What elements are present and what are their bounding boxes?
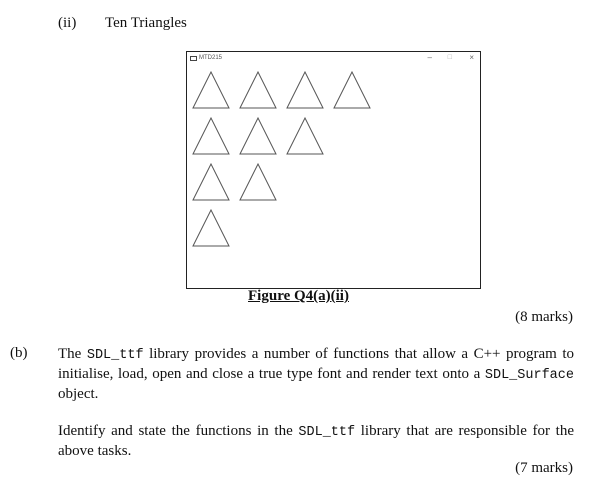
sdl-ttf-code-2: SDL_ttf bbox=[298, 425, 356, 440]
triangle-r4-c1 bbox=[193, 210, 229, 246]
part-b-paragraph-1 bbox=[58, 345, 574, 404]
marks-part-b: (7 marks) bbox=[515, 460, 573, 476]
triangle-r1-c2 bbox=[240, 72, 276, 108]
subquestion-title: Ten Triangles bbox=[105, 15, 187, 31]
p1-text-3: object. bbox=[58, 386, 99, 402]
window-icon bbox=[190, 56, 197, 61]
triangle-r1-c3 bbox=[287, 72, 323, 108]
triangle-r3-c2 bbox=[240, 164, 276, 200]
sdl-surface-code: SDL_Surface bbox=[484, 368, 574, 383]
app-window-screenshot bbox=[186, 51, 481, 289]
maximize-button[interactable]: □ bbox=[447, 54, 452, 61]
triangle-r2-c2 bbox=[240, 118, 276, 154]
window-title: MTD215 bbox=[199, 55, 223, 61]
p2-text-2: library that are responsible for the above tasks. bbox=[58, 423, 574, 459]
window-titlebar bbox=[187, 52, 480, 66]
marks-part-a: (8 marks) bbox=[515, 309, 573, 325]
triangle-r1-c1 bbox=[193, 72, 229, 108]
triangle-r1-c4 bbox=[334, 72, 370, 108]
triangle-r2-c1 bbox=[193, 118, 229, 154]
minimize-button[interactable]: – bbox=[427, 53, 432, 62]
triangle-r2-c3 bbox=[287, 118, 323, 154]
render-canvas bbox=[187, 66, 480, 288]
subquestion-number: (ii) bbox=[58, 15, 77, 31]
p1-text-2: library provides a number of functions that allow a C++ program to initialise, load, open and close a true type font and render text onto a bbox=[58, 346, 574, 382]
part-b-paragraph-2 bbox=[58, 422, 574, 461]
p2-text-1: Identify and state the functions in the bbox=[58, 423, 299, 439]
part-b-label: (b) bbox=[10, 345, 28, 361]
close-button[interactable]: × bbox=[469, 53, 474, 62]
triangle-r3-c1 bbox=[193, 164, 229, 200]
figure-caption: Figure Q4(a)(ii) bbox=[248, 288, 349, 304]
p1-text-1: The bbox=[58, 346, 87, 362]
sdl-ttf-code: SDL_ttf bbox=[86, 348, 144, 363]
